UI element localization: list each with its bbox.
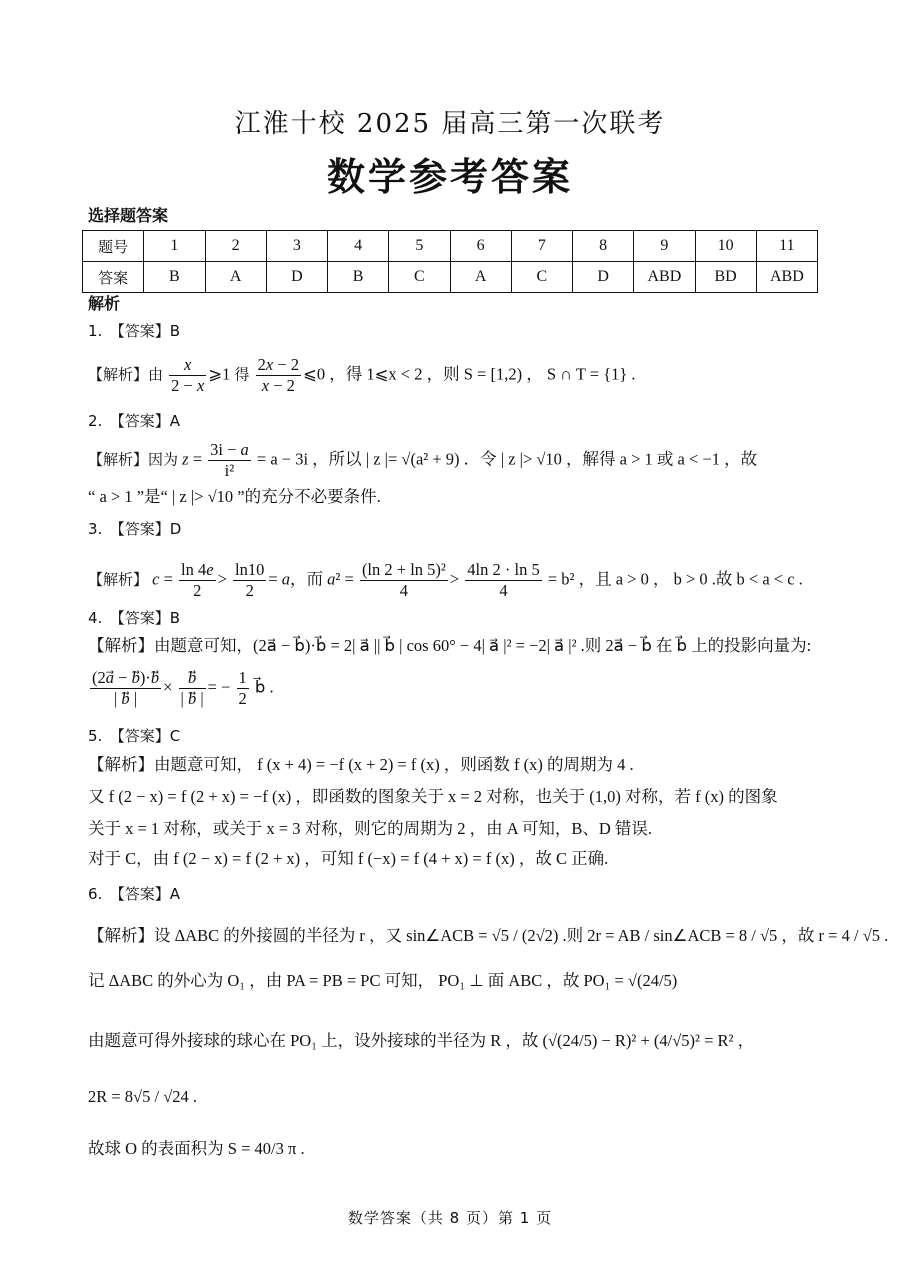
q6-line1: 【解析】设 ΔABC 的外接圆的半径为 r ，又 sin∠ACB = √5 / (2√2) .则 2r = AB / sin∠ACB = 8 / √5 ，故 r = 4 / √5 . <box>88 926 889 945</box>
q3-analysis-rest: = b² ，且 a > 0 ， b > 0 .故 b < a < c . <box>547 569 803 589</box>
q3-analysis-prefix: 【解析】 <box>88 570 149 589</box>
table-cell: ABD <box>756 262 817 293</box>
q1-analysis: 【解析】由 $\frac{x}{2 - x}$ ⩾1 得 $\frac{2x - 2}{x - 2}$ ⩽0 ，得 1⩽x < 2 ，则 S = [1,2) ， S ∩ T = {1} . <box>88 355 636 395</box>
table-cell: 5 <box>389 231 450 262</box>
table-cell: 8 <box>573 231 634 262</box>
table-row <box>83 231 818 262</box>
q1-answer: 1. 【答案】B <box>88 322 181 340</box>
q2-analysis-prefix: 【解析】因为 <box>88 450 179 469</box>
answer-table <box>82 230 818 293</box>
q4-answer: 4. 【答案】B <box>88 609 181 627</box>
fraction: $\frac{\ln 10}{2}$ <box>235 560 265 600</box>
q5-answer: 5. 【答案】C <box>88 727 181 745</box>
table-cell: 1 <box>144 231 205 262</box>
q2-analysis: 【解析】因为 z = $\frac{3i - a}{\text{i²}}$ = a − 3i ，所以 | z |= √(a² + 9) ．令 | z |> √10 ，解得 a > 1 或 a < −1 ，故 <box>88 440 758 480</box>
q6-answer: 6. 【答案】A <box>88 885 181 903</box>
table-cell: A <box>450 262 511 293</box>
analysis-label: 解析 <box>88 294 121 313</box>
q2-conclusion: “ a > 1 ”是“ | z |> √10 ”的充分不必要条件. <box>88 487 381 506</box>
q4-analysis: 【解析】由题意可知，(2a⃗ − b⃗)·b⃗ = 2| a⃗ || b⃗ | cos 60° − 4| a⃗ |² = −2| a⃗ |² .则 2a⃗ − b⃗ 在 b⃗ 上的投影向量为: <box>88 636 812 655</box>
table-cell: 10 <box>695 231 756 262</box>
table-cell: C <box>511 262 572 293</box>
table-cell: ABD <box>634 262 695 293</box>
q6-line3: 由题意可得外接球的球心在 PO₁ 上，设外接球的半径为 R ，故 (√(24/5) − R)² + (4/√5)² = R² ， <box>88 1031 755 1050</box>
table-cell: 2 <box>205 231 266 262</box>
q4-projection: $\frac{(2a⃗ - b⃗)\cdot b}{| b⃗ |}$ × $\frac{b}{| b⃗ |}$ = − $\frac{1}{2}$ b⃗ . <box>92 668 274 708</box>
q1-analysis-prefix: 【解析】由 <box>88 365 164 384</box>
page-footer: 数学答案（共 8 页）第 1 页 <box>347 1209 553 1227</box>
q5-line2: 又 f (2 − x) = f (2 + x) = −f (x) ，即函数的图象关于 x = 2 对称，也关于 (1,0) 对称，若 f (x) 的图象 <box>88 787 778 806</box>
table-cell: A <box>205 262 266 293</box>
q3-analysis: 【解析】 c = $\frac{\ln 4e}{2}$ > $\frac{\ln 10}{2}$ = a，而 a² = $\frac{\text{(ln 2 + ln 5)²}}{4}$ > $\frac{4\ln 2 \cdot \ln 5}{4}$ = b² ，且 a > 0 ， b > 0 .故 b < a < c . <box>88 560 803 600</box>
fraction: $\frac{3i - a}{\text{i²}}$ <box>210 440 249 480</box>
q1-analysis-rest: ，得 1⩽x < 2 ，则 S = [1,2) ， S ∩ T = {1} . <box>329 364 636 384</box>
fraction: $\frac{4\ln 2 \cdot \ln 5}{4}$ <box>467 560 540 600</box>
table-cell: 11 <box>756 231 817 262</box>
table-cell: D <box>266 262 327 293</box>
q5-line1: 【解析】由题意可知， f (x + 4) = −f (x + 2) = f (x) ，则函数 f (x) 的周期为 4 . <box>88 755 634 774</box>
table-cell: BD <box>695 262 756 293</box>
q6-line2: 记 ΔABC 的外心为 O₁ ，由 PA = PB = PC 可知， PO₁ ⊥ 面 ABC ，故 PO₁ = √(24/5) <box>88 971 678 990</box>
row-label: 题号 <box>83 231 144 262</box>
table-cell: C <box>389 262 450 293</box>
document-title: 数学参考答案 <box>326 155 573 199</box>
table-cell: 6 <box>450 231 511 262</box>
q5-line3: 关于 x = 1 对称，或关于 x = 3 对称，则它的周期为 2 ，由 A 可知，B、D 错误. <box>88 819 653 838</box>
row-label: 答案 <box>83 262 144 293</box>
q6-line5: 故球 O 的表面积为 S = 40/3 π . <box>88 1139 305 1158</box>
fraction: $\frac{\text{(ln 2 + ln 5)²}}{4}$ <box>361 560 446 600</box>
table-row <box>83 262 818 293</box>
table-cell: D <box>573 262 634 293</box>
fraction: $\frac{(2a⃗ - b⃗)\cdot b}{| b⃗ |}$ <box>92 668 160 708</box>
q2-analysis-rest: = a − 3i ，所以 | z |= √(a² + 9) ．令 | z |> √10 ，解得 a > 1 或 a < −1 ，故 <box>256 449 758 469</box>
q6-line4: 2R = 8√5 / √24 . <box>88 1087 198 1106</box>
table-cell: 9 <box>634 231 695 262</box>
table-cell: B <box>328 262 389 293</box>
q4-projection-rest: b⃗ . <box>254 677 274 697</box>
fraction: $\frac{x}{2 - x}$ <box>171 355 205 395</box>
fraction: $\frac{\ln 4e}{2}$ <box>181 560 214 600</box>
fraction: $\frac{b}{| b⃗ |}$ <box>180 668 204 708</box>
q3-answer: 3. 【答案】D <box>88 520 182 538</box>
fraction: $\frac{1}{2}$ <box>238 668 247 708</box>
table-cell: 3 <box>266 231 327 262</box>
q2-answer: 2. 【答案】A <box>88 412 181 430</box>
exam-title: 江淮十校 2025 届高三第一次联考 <box>234 109 666 139</box>
table-cell: 7 <box>511 231 572 262</box>
choice-section-label: 选择题答案 <box>88 206 169 225</box>
fraction: $\frac{2x - 2}{x - 2}$ <box>257 355 300 395</box>
table-cell: 4 <box>328 231 389 262</box>
q5-line4: 对于 C，由 f (2 − x) = f (2 + x) ，可知 f (−x) = f (4 + x) = f (x) ，故 C 正确. <box>88 849 609 868</box>
table-cell: B <box>144 262 205 293</box>
